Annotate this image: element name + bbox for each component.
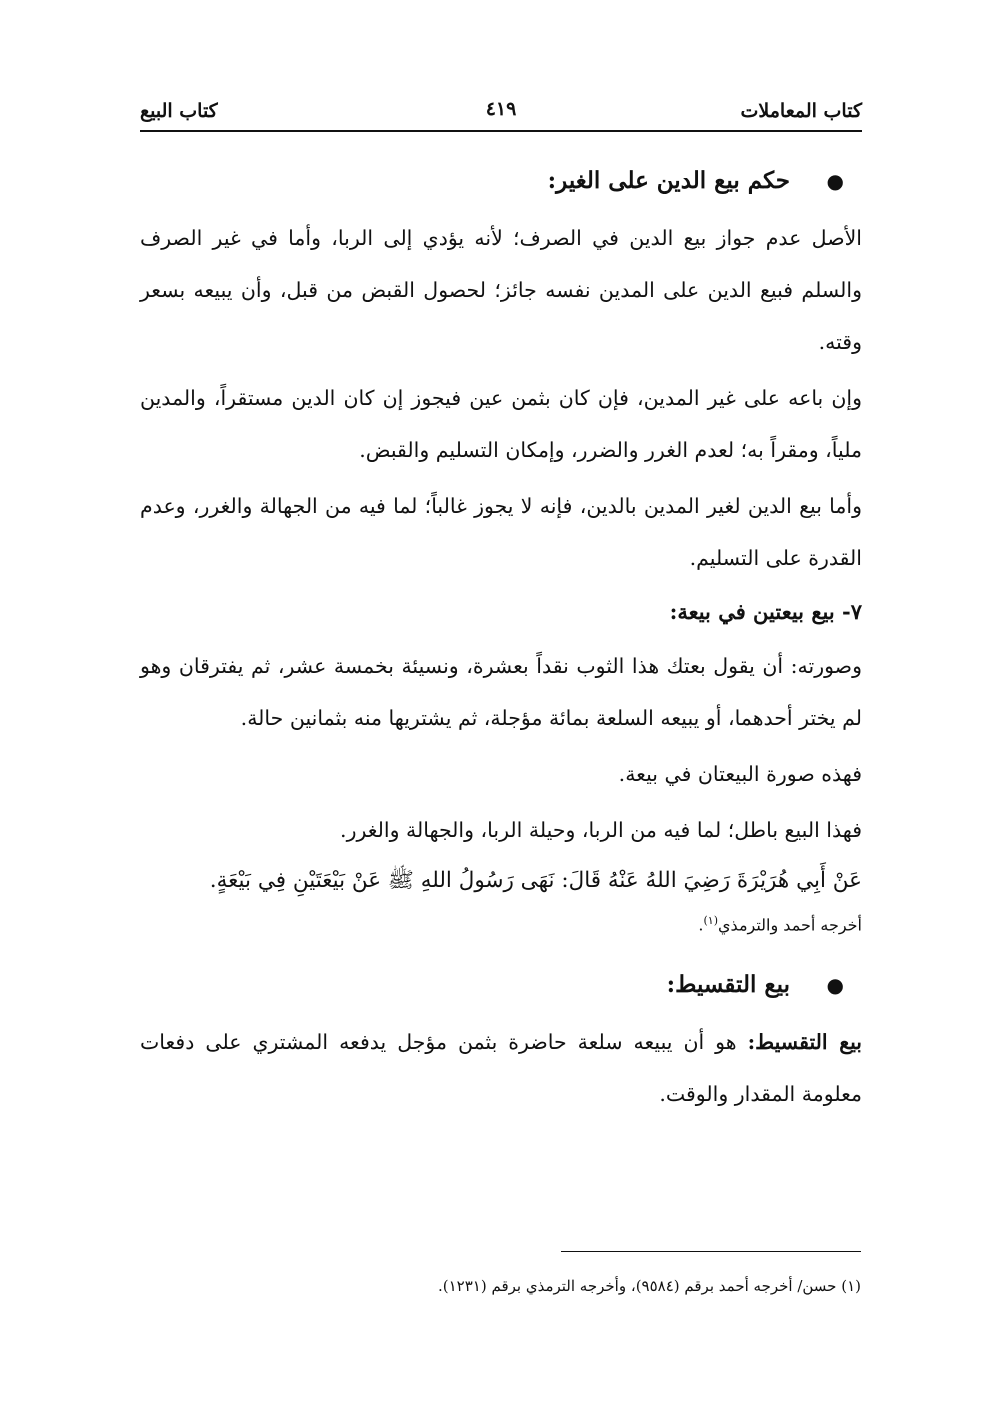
bullet-icon: ● bbox=[826, 169, 844, 193]
page-number: ٤١٩ bbox=[485, 98, 517, 120]
section-heading-debt-sale: ● حكم بيع الدين على الغير: bbox=[140, 150, 862, 212]
section-heading-installment: ● بيع التقسيط: bbox=[140, 954, 862, 1016]
footnote-divider bbox=[561, 1251, 861, 1252]
footnote-marker: (١) bbox=[703, 914, 719, 927]
hadith-text: عَنْ أَبِي هُرَيْرَةَ رَضِيَ اللهُ عَنْهُ قَالَ: نَهَى رَسُولُ اللهِ ﷺ عَنْ بَيْعَتَيْنِ فِي بَيْعَةٍ. bbox=[209, 868, 862, 893]
hadith-reference: أخرجه أحمد والترمذي$^{(١)}$. bbox=[698, 914, 862, 935]
paragraph: بيع التقسيط: هو أن يبيعه سلعة حاضرة بثمن مؤجل يدفعه المشتري على دفعات معلومة المقدار والوقت. bbox=[140, 1030, 863, 1107]
header-divider bbox=[140, 130, 862, 132]
defined-term: بيع التقسيط: bbox=[747, 1030, 863, 1055]
main-text bbox=[140, 150, 862, 1120]
paragraph: وصورته: أن يقول بعتك هذا الثوب نقداً بعشرة، ونسيئة بخمسة عشر، ثم يفترقان وهو لم يختر أحدهما، أو يبيعه السلعة بمائة مؤجلة، ثم يشتريها منه بثمانين حالة. bbox=[140, 654, 862, 730]
header-chapter-title: كتاب البيع bbox=[140, 100, 218, 122]
paragraph: وإن باعه على غير المدين، فإن كان بثمن عين فيجوز إن كان الدين مستقراً، والمدين ملياً، ومقراً به؛ لعدم الغرر والضرر، وإمكان التسليم والقبض. bbox=[140, 386, 862, 462]
bullet-icon: ● bbox=[826, 973, 844, 998]
paragraph: وأما بيع الدين لغير المدين بالدين، فإنه لا يجوز غالباً؛ لما فيه من الجهالة والغرر، وعدم القدرة على التسليم. bbox=[140, 494, 862, 570]
footnote: (١) حسن/ أخرجه أحمد برقم (٩٥٨٤)، وأخرجه الترمذي برقم (١٢٣١). bbox=[438, 1277, 861, 1295]
header-book-title: كتاب المعاملات bbox=[740, 100, 862, 122]
paragraph: فهذه صورة البيعتان في بيعة. bbox=[618, 762, 862, 786]
section-heading-two-sales: ٧- بيع بيعتين في بيعة: bbox=[669, 599, 862, 624]
paragraph: فهذا البيع باطل؛ لما فيه من الربا، وحيلة الربا، والجهالة والغرر. bbox=[340, 818, 862, 842]
paragraph: الأصل عدم جواز بيع الدين في الصرف؛ لأنه يؤدي إلى الربا، وأما في غير الصرف والسلم فبيع الدين على المدين نفسه جائز؛ لحصول القبض من قبل، وأن يبيعه بسعر وقته. bbox=[140, 226, 862, 354]
running-header bbox=[140, 96, 862, 130]
